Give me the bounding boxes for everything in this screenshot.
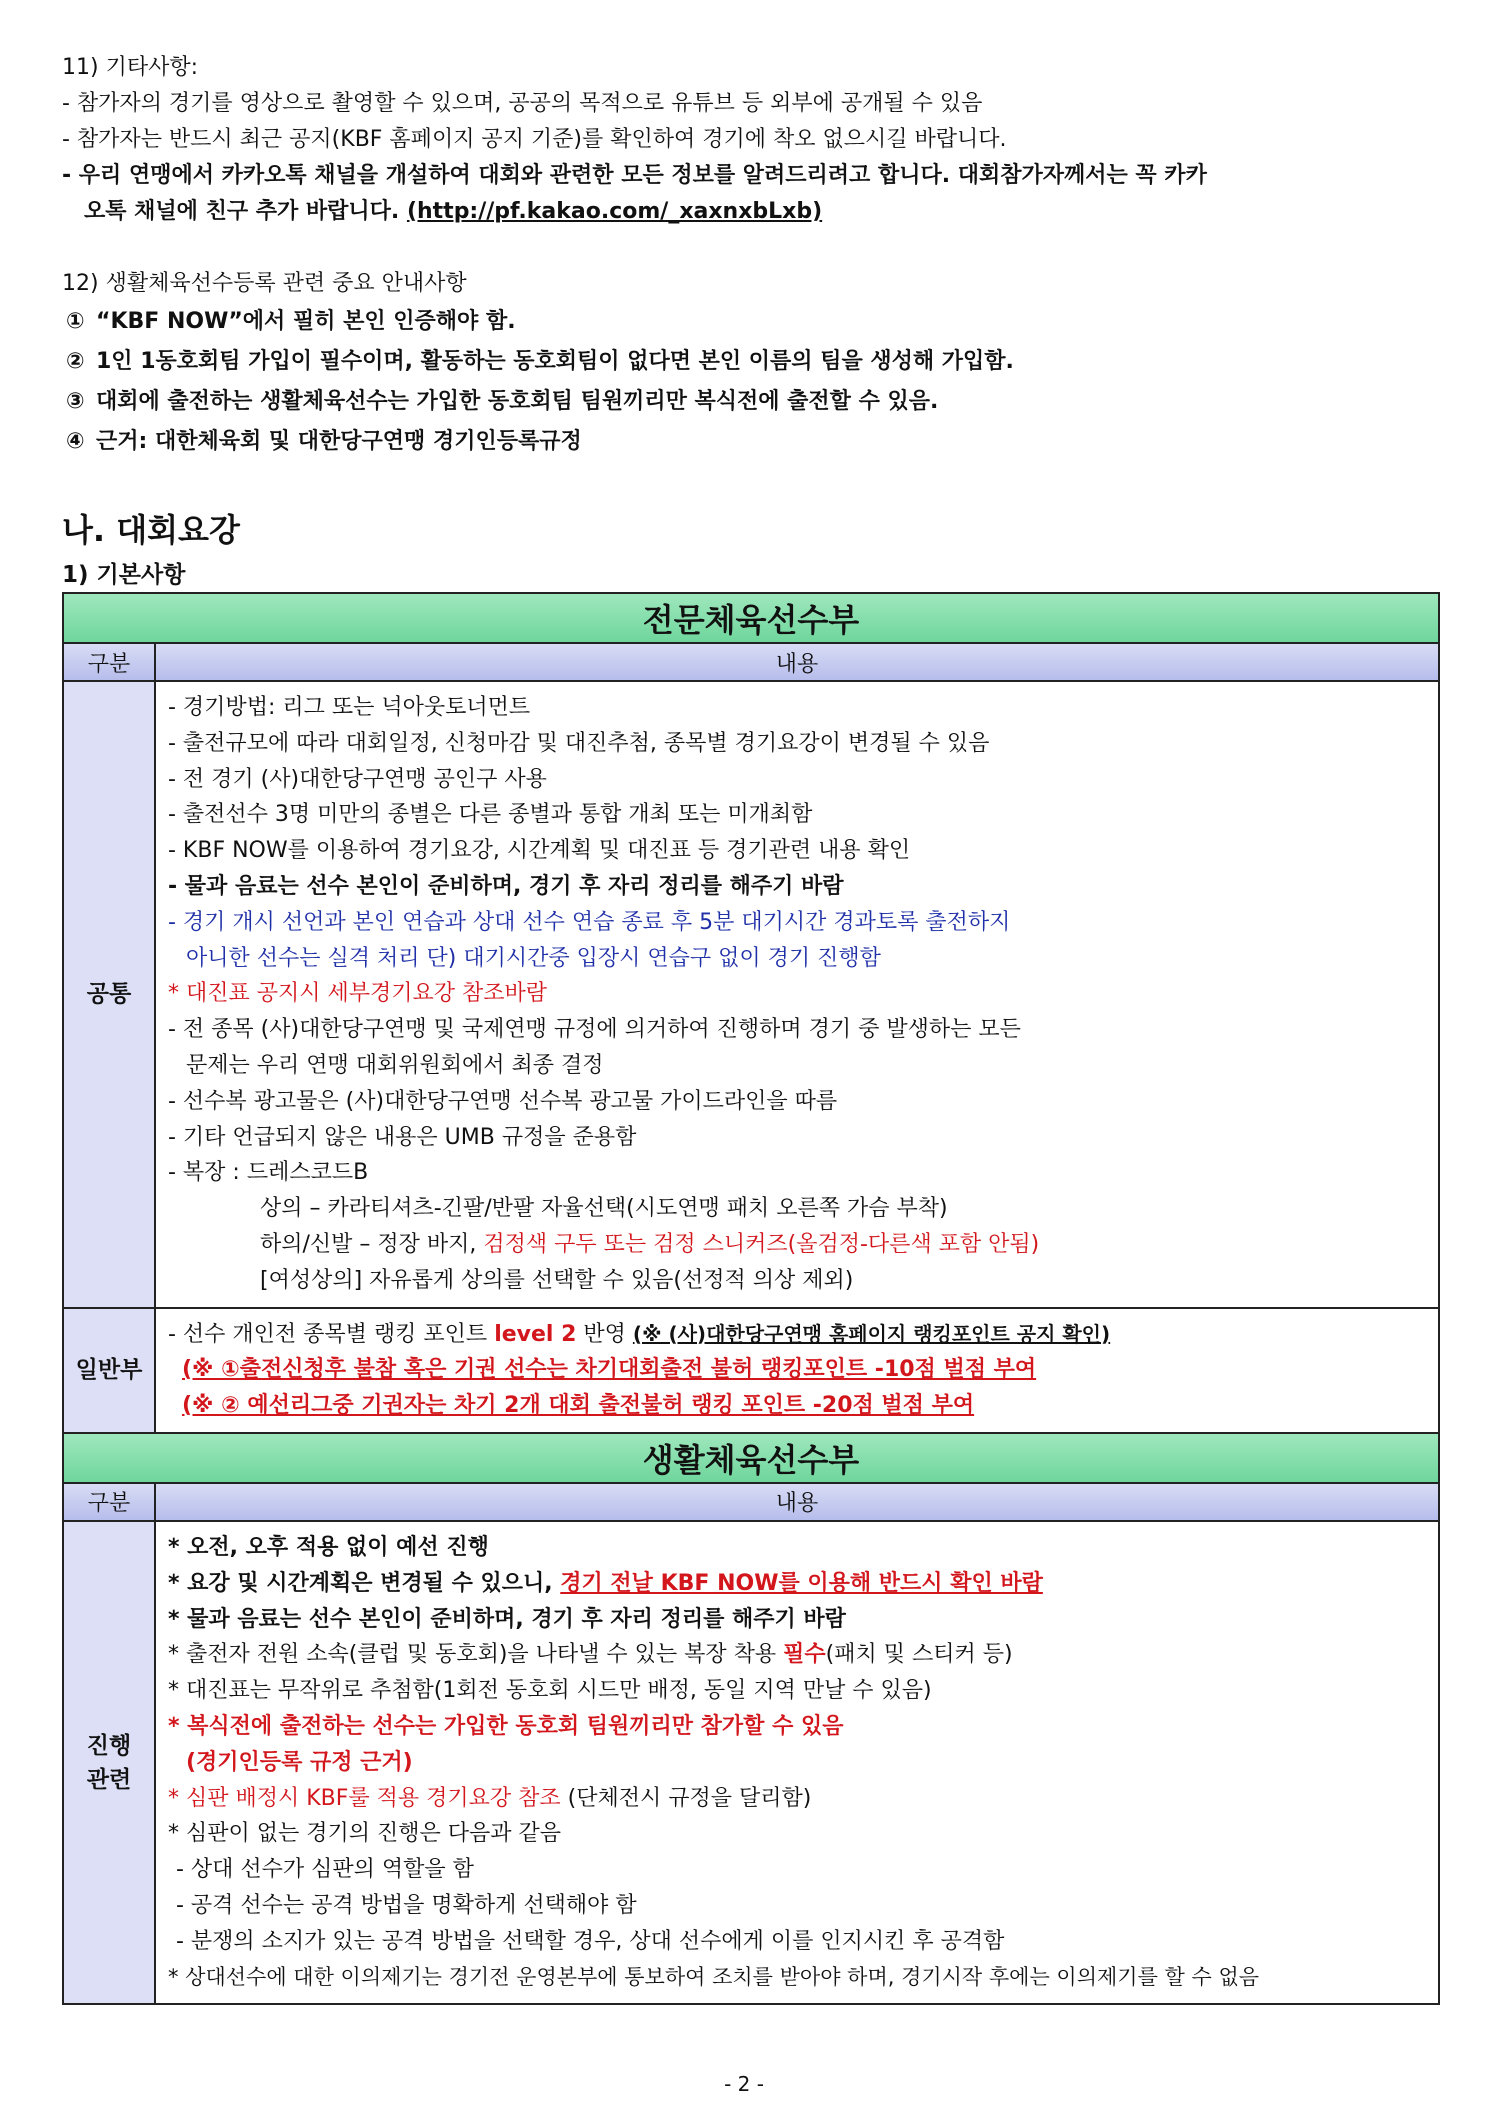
common-line: - KBF NOW를 이용하여 경기요강, 시간계획 및 대진표 등 경기관련 내용 확인 xyxy=(168,838,911,864)
progress-line xyxy=(168,1566,1426,1602)
progress-line: - 상대 선수가 심판의 역할을 함 xyxy=(176,1857,474,1883)
progress-line: - 공격 선수는 공격 방법을 명확하게 선택해야 함 xyxy=(176,1892,637,1918)
common-line: - 복장 : 드레스코드B xyxy=(168,1160,369,1186)
page-number: - 2 - xyxy=(724,2072,764,2096)
section-11-line-2: - 참가자는 반드시 최근 공지(KBF 홈페이지 공지 기준)를 확인하여 경기에 착오 없으시길 바랍니다. xyxy=(62,127,1007,152)
document-page xyxy=(62,50,1442,2005)
common-line: - 선수복 광고물은 (사)대한당구연맹 선수복 광고물 가이드라인을 따름 xyxy=(168,1088,838,1114)
kakao-text: 오톡 채널에 친구 추가 바랍니다. xyxy=(84,199,407,224)
item-text: “KBF NOW”에서 필히 본인 인증해야 함. xyxy=(96,309,516,334)
common-line: 문제는 우리 연맹 대회위원회에서 최종 결정 xyxy=(186,1052,604,1078)
ranking-note: (※ (사)대한당구연맹 홈페이지 랭킹포인트 공지 확인) xyxy=(632,1321,1111,1346)
section-11-line-1: - 참가자의 경기를 영상으로 촬영할 수 있으며, 공공의 목적으로 유튜브 등 외부에 공개될 수 있음 xyxy=(62,91,983,116)
item-number: ③ xyxy=(66,389,85,414)
ranking-text: 반영 xyxy=(576,1321,633,1347)
ranking-text: - 선수 개인전 종목별 랭킹 포인트 xyxy=(168,1321,495,1347)
amateur-col-content: 내용 xyxy=(155,1483,1439,1521)
general-label: 일반부 xyxy=(63,1308,155,1433)
progress-line: * 대진표는 무작위로 추첨함(1회전 동호회 시드만 배정, 동일 지역 만날 수 있음) xyxy=(168,1678,932,1704)
progress-content xyxy=(155,1521,1439,2004)
notice-item-3 xyxy=(62,382,1442,422)
progress-line xyxy=(168,1637,1426,1673)
item-text: 1인 1동호회팀 가입이 필수이며, 활동하는 동호회팀이 없다면 본인 이름의 팀을 생성해 가입함. xyxy=(96,349,1014,374)
common-line: 상의 – 카라티셔츠-긴팔/반팔 자율선택(시도연맹 패치 오른쪽 가슴 부착) xyxy=(260,1196,948,1222)
progress-line: * 복식전에 출전하는 선수는 가입한 동호회 팀원끼리만 참가할 수 있음 xyxy=(168,1713,844,1739)
progress-label-line-1: 진행 xyxy=(86,1732,132,1759)
pro-col-content: 내용 xyxy=(155,643,1439,681)
section-subheading: 1) 기본사항 xyxy=(62,562,186,588)
general-line: (※ ② 예선리그중 기권자는 차기 2개 대회 출전불허 랭킹 포인트 -20점 벌점 부여 xyxy=(182,1393,975,1419)
common-line xyxy=(168,1227,1426,1263)
common-line: - 기타 언급되지 않은 내용은 UMB 규정을 준용함 xyxy=(168,1124,637,1150)
common-line: * 대진표 공지시 세부경기요강 참조바람 xyxy=(168,981,548,1007)
competition-spec-table xyxy=(62,592,1440,2005)
dress-shoes-text: 검정색 구두 또는 검정 스니커즈(올검정-다른색 포함 안됨) xyxy=(483,1231,1040,1257)
pro-col-category: 구분 xyxy=(63,643,155,681)
notice-item-2 xyxy=(62,342,1442,382)
pro-division-band: 전문체육선수부 xyxy=(63,593,1439,643)
progress-line xyxy=(168,1781,1426,1817)
common-line: - 물과 음료는 선수 본인이 준비하며, 경기 후 자리 정리를 해주기 바람 xyxy=(168,873,844,899)
common-content xyxy=(155,681,1439,1308)
amateur-col-category: 구분 xyxy=(63,1483,155,1521)
common-line: - 경기방법: 리그 또는 넉아웃토너먼트 xyxy=(168,695,531,720)
progress-label xyxy=(63,1521,155,2004)
common-label: 공통 xyxy=(63,681,155,1308)
common-line: [여성상의] 자유롭게 상의를 선택할 수 있음(선정적 의상 제외) xyxy=(260,1267,854,1293)
schedule-text: * 요강 및 시간계획은 변경될 수 있으니, xyxy=(168,1570,561,1596)
section-12 xyxy=(62,266,1442,462)
section-11 xyxy=(62,50,1442,230)
common-line: - 경기 개시 선언과 본인 연습과 상대 선수 연습 종료 후 5분 대기시간 경과토록 출전하지 xyxy=(168,909,1011,935)
section-11-line-3a: - 우리 연맹에서 카카오톡 채널을 개설하여 대회와 관련한 모든 정보를 알려드리려고 합니다. 대회참가자께서는 꼭 카카 xyxy=(62,163,1207,188)
notice-item-4 xyxy=(62,422,1442,462)
uniform-text: (패치 및 스티커 등) xyxy=(825,1642,1013,1668)
item-text: 근거: 대한체육회 및 대한당구연맹 경기인등록규정 xyxy=(96,429,582,454)
amateur-division-band: 생활체육선수부 xyxy=(63,1433,1439,1483)
general-line: (※ ①출전신청후 불참 혹은 기권 선수는 차기대회출전 불허 랭킹포인트 -10점 벌점 부여 xyxy=(182,1357,1037,1383)
ranking-level: level 2 xyxy=(494,1321,577,1347)
item-text: 대회에 출전하는 생활체육선수는 가입한 동호회팀 팀원끼리만 복식전에 출전할 수 있음. xyxy=(96,389,939,414)
progress-line: * 물과 음료는 선수 본인이 준비하며, 경기 후 자리 정리를 해주기 바람 xyxy=(168,1606,846,1632)
common-line: - 출전규모에 따라 대회일정, 신청마감 및 대진추첨, 종목별 경기요강이 변경될 수 있음 xyxy=(168,730,990,756)
uniform-text: * 출전자 전원 소속(클럽 및 동호회)을 나타낼 수 있는 복장 착용 xyxy=(168,1642,784,1668)
item-number: ② xyxy=(66,349,85,374)
common-line: 아니한 선수는 실격 처리 단) 대기시간중 입장시 연습구 없이 경기 진행함 xyxy=(186,945,881,971)
general-content xyxy=(155,1308,1439,1433)
dress-text: 하의/신발 – 정장 바지, xyxy=(260,1231,484,1257)
common-line: - 전 종목 (사)대한당구연맹 및 국제연맹 규정에 의거하여 진행하며 경기 중 발생하는 모든 xyxy=(168,1017,1021,1043)
kakao-channel-link[interactable]: (http://pf.kakao.com/_xaxnxbLxb) xyxy=(406,199,823,224)
section-11-line-3b xyxy=(62,194,1442,230)
section-heading: 나. 대회요강 xyxy=(62,511,240,549)
progress-line: * 오전, 오후 적용 없이 예선 진행 xyxy=(168,1534,489,1560)
section-12-title: 12) 생활체육선수등록 관련 중요 안내사항 xyxy=(62,271,467,296)
progress-line: (경기인등록 규정 근거) xyxy=(186,1749,413,1775)
notice-item-1 xyxy=(62,302,1442,342)
referee-note: (단체전시 규정을 달리함) xyxy=(560,1785,812,1811)
common-line: - 출전선수 3명 미만의 종별은 다른 종별과 통합 개최 또는 미개최함 xyxy=(168,802,813,828)
progress-line: * 상대선수에 대한 이의제기는 경기전 운영본부에 통보하여 조치를 받아야 하며, 경기시작 후에는 이의제기를 할 수 없음 xyxy=(168,1964,1260,1989)
progress-line: * 심판이 없는 경기의 진행은 다음과 같음 xyxy=(168,1821,561,1847)
item-number: ① xyxy=(66,309,85,334)
progress-line: - 분쟁의 소지가 있는 공격 방법을 선택할 경우, 상대 선수에게 이를 인지시킨 후 공격함 xyxy=(176,1928,1005,1954)
referee-text: * 심판 배정시 KBF룰 적용 경기요강 참조 xyxy=(168,1785,561,1811)
common-line: - 전 경기 (사)대한당구연맹 공인구 사용 xyxy=(168,766,547,792)
item-number: ④ xyxy=(66,429,85,454)
general-line xyxy=(168,1317,1426,1353)
progress-label-line-2: 관련 xyxy=(86,1766,132,1793)
uniform-required: 필수 xyxy=(783,1642,826,1668)
section-11-title: 11) 기타사항: xyxy=(62,55,198,80)
schedule-warning: 경기 전날 KBF NOW를 이용해 반드시 확인 바람 xyxy=(560,1570,1043,1596)
